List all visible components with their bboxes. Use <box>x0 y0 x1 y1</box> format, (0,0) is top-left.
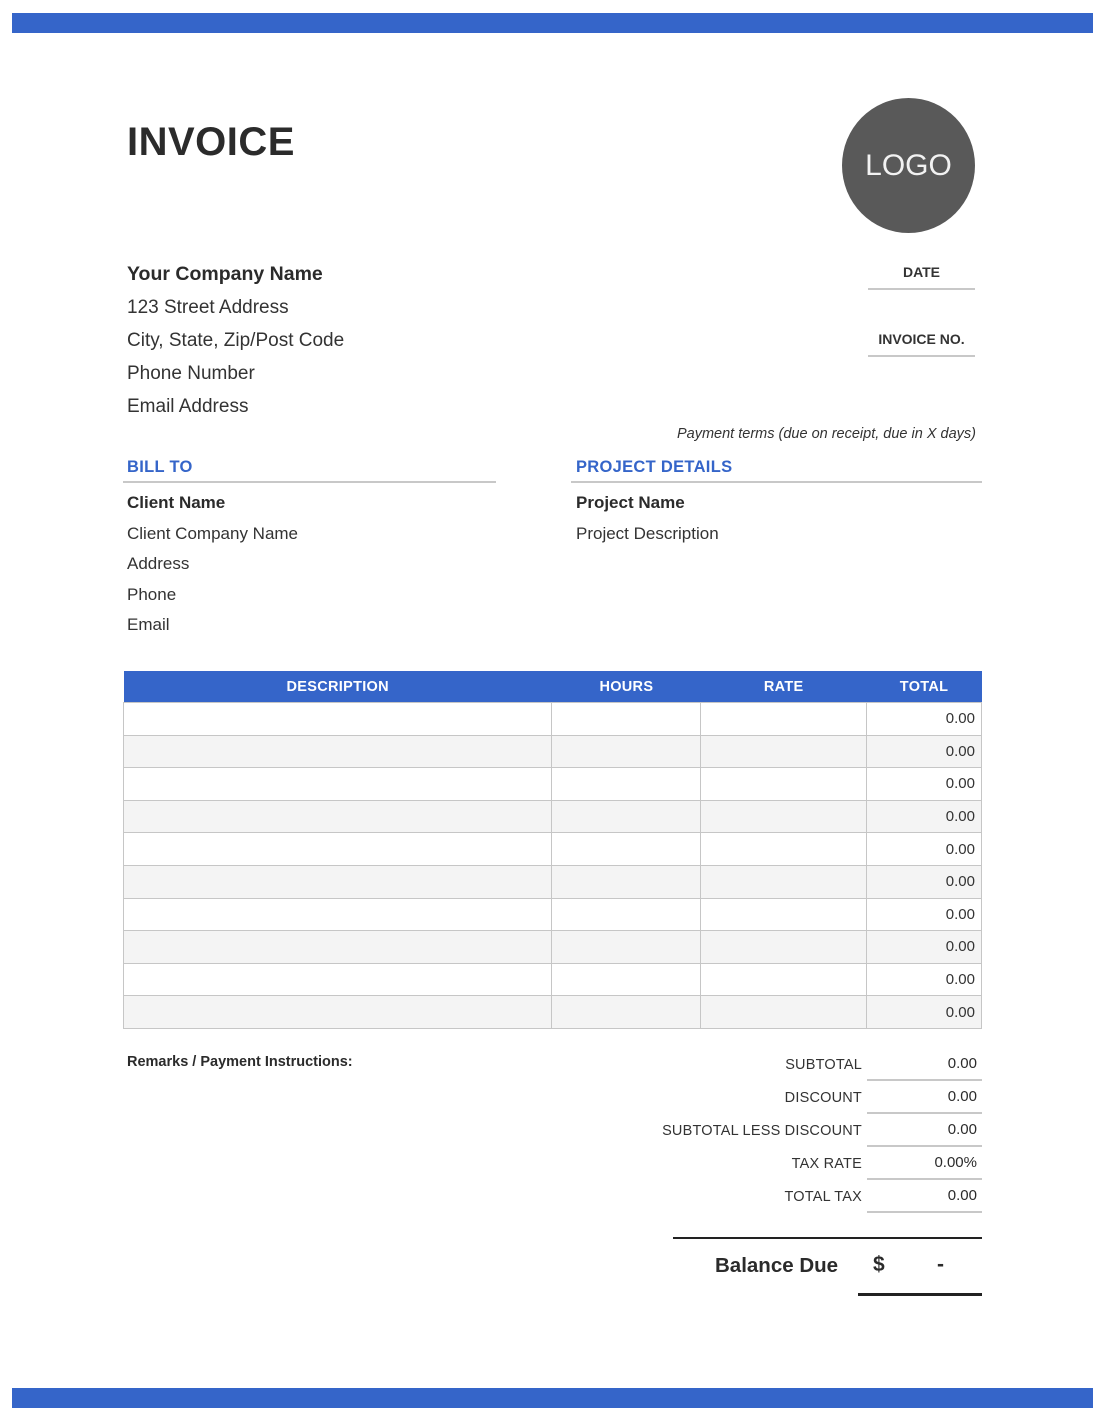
total-tax-row <box>640 1180 982 1213</box>
client-company[interactable]: Client Company Name <box>127 523 299 543</box>
hours-cell[interactable] <box>552 996 701 1029</box>
project-block <box>576 488 719 549</box>
total-cell: 0.00 <box>867 931 982 964</box>
total-cell: 0.00 <box>867 735 982 768</box>
client-name[interactable]: Client Name <box>127 493 226 512</box>
subtotal-value: 0.00 <box>867 1048 982 1081</box>
column-header-rate: RATE <box>701 671 867 703</box>
description-cell[interactable] <box>124 735 552 768</box>
client-email[interactable]: Email <box>127 615 170 634</box>
rate-cell[interactable] <box>701 865 867 898</box>
total-cell: 0.00 <box>867 800 982 833</box>
table-header-row <box>124 671 982 703</box>
project-details-divider <box>571 481 982 483</box>
project-details-heading: PROJECT DETAILS <box>576 458 733 476</box>
total-cell: 0.00 <box>867 833 982 866</box>
subtotal-less-discount-label: SUBTOTAL LESS DISCOUNT <box>662 1122 862 1139</box>
bill-to-heading: BILL TO <box>127 458 193 476</box>
rate-cell[interactable] <box>701 898 867 931</box>
hours-cell[interactable] <box>552 963 701 996</box>
company-block <box>127 258 344 423</box>
subtotal-less-discount-value: 0.00 <box>867 1114 982 1147</box>
hours-cell[interactable] <box>552 735 701 768</box>
rate-cell[interactable] <box>701 931 867 964</box>
hours-cell[interactable] <box>552 865 701 898</box>
discount-row <box>640 1081 982 1114</box>
table-row <box>124 735 982 768</box>
rate-cell[interactable] <box>701 768 867 801</box>
column-header-total: TOTAL <box>867 671 982 703</box>
tax-rate-row <box>640 1147 982 1180</box>
column-header-description: DESCRIPTION <box>124 671 552 703</box>
rate-cell[interactable] <box>701 703 867 736</box>
company-street[interactable]: 123 Street Address <box>127 297 289 318</box>
description-cell[interactable] <box>124 996 552 1029</box>
invoice-number-field[interactable]: INVOICE NO. <box>868 331 975 357</box>
table-row <box>124 800 982 833</box>
balance-due-block <box>673 1237 982 1296</box>
rate-cell[interactable] <box>701 800 867 833</box>
table-row <box>124 963 982 996</box>
rate-cell[interactable] <box>701 996 867 1029</box>
bottom-accent-bar <box>12 1388 1093 1408</box>
description-cell[interactable] <box>124 865 552 898</box>
table-row <box>124 865 982 898</box>
total-cell: 0.00 <box>867 865 982 898</box>
total-cell: 0.00 <box>867 898 982 931</box>
rate-cell[interactable] <box>701 833 867 866</box>
description-cell[interactable] <box>124 963 552 996</box>
rate-cell[interactable] <box>701 963 867 996</box>
table-row <box>124 996 982 1029</box>
total-tax-value: 0.00 <box>867 1180 982 1213</box>
bill-to-block <box>127 488 298 641</box>
table-row <box>124 898 982 931</box>
rate-cell[interactable] <box>701 735 867 768</box>
totals-block <box>640 1048 982 1213</box>
table-row <box>124 703 982 736</box>
balance-due-label: Balance Due <box>715 1254 839 1277</box>
company-phone[interactable]: Phone Number <box>127 363 255 384</box>
line-items-table <box>123 671 982 1029</box>
company-email[interactable]: Email Address <box>127 396 249 417</box>
column-header-hours: HOURS <box>552 671 701 703</box>
company-logo: LOGO <box>842 98 975 233</box>
description-cell[interactable] <box>124 833 552 866</box>
company-name[interactable]: Your Company Name <box>127 263 323 285</box>
subtotal-row <box>640 1048 982 1081</box>
invoice-title: INVOICE <box>127 120 295 164</box>
tax-rate-value[interactable]: 0.00% <box>867 1147 982 1180</box>
subtotal-less-discount-row <box>640 1114 982 1147</box>
hours-cell[interactable] <box>552 898 701 931</box>
table-row <box>124 768 982 801</box>
hours-cell[interactable] <box>552 833 701 866</box>
hours-cell[interactable] <box>552 931 701 964</box>
total-cell: 0.00 <box>867 996 982 1029</box>
total-cell: 0.00 <box>867 963 982 996</box>
remarks-label[interactable]: Remarks / Payment Instructions: <box>127 1054 353 1070</box>
hours-cell[interactable] <box>552 703 701 736</box>
description-cell[interactable] <box>124 768 552 801</box>
tax-rate-label: TAX RATE <box>791 1155 862 1172</box>
total-tax-label: TOTAL TAX <box>784 1188 862 1205</box>
project-name[interactable]: Project Name <box>576 493 685 512</box>
description-cell[interactable] <box>124 703 552 736</box>
date-field[interactable]: DATE <box>868 264 975 290</box>
client-phone[interactable]: Phone <box>127 584 177 604</box>
table-row <box>124 931 982 964</box>
top-accent-bar <box>12 13 1093 33</box>
company-city[interactable]: City, State, Zip/Post Code <box>127 330 345 351</box>
client-address[interactable]: Address <box>127 554 190 573</box>
currency-symbol: $ <box>873 1253 885 1276</box>
project-description[interactable]: Project Description <box>576 523 719 543</box>
bill-to-divider <box>123 481 496 483</box>
balance-due-value: - <box>937 1253 944 1276</box>
balance-underline <box>858 1293 982 1296</box>
total-cell: 0.00 <box>867 703 982 736</box>
description-cell[interactable] <box>124 931 552 964</box>
subtotal-label: SUBTOTAL <box>785 1056 862 1073</box>
table-row <box>124 833 982 866</box>
description-cell[interactable] <box>124 898 552 931</box>
hours-cell[interactable] <box>552 800 701 833</box>
discount-value[interactable]: 0.00 <box>867 1081 982 1114</box>
discount-label: DISCOUNT <box>784 1089 862 1106</box>
total-cell: 0.00 <box>867 768 982 801</box>
description-cell[interactable] <box>124 800 552 833</box>
payment-terms[interactable]: Payment terms (due on receipt, due in X days) <box>676 426 976 442</box>
hours-cell[interactable] <box>552 768 701 801</box>
